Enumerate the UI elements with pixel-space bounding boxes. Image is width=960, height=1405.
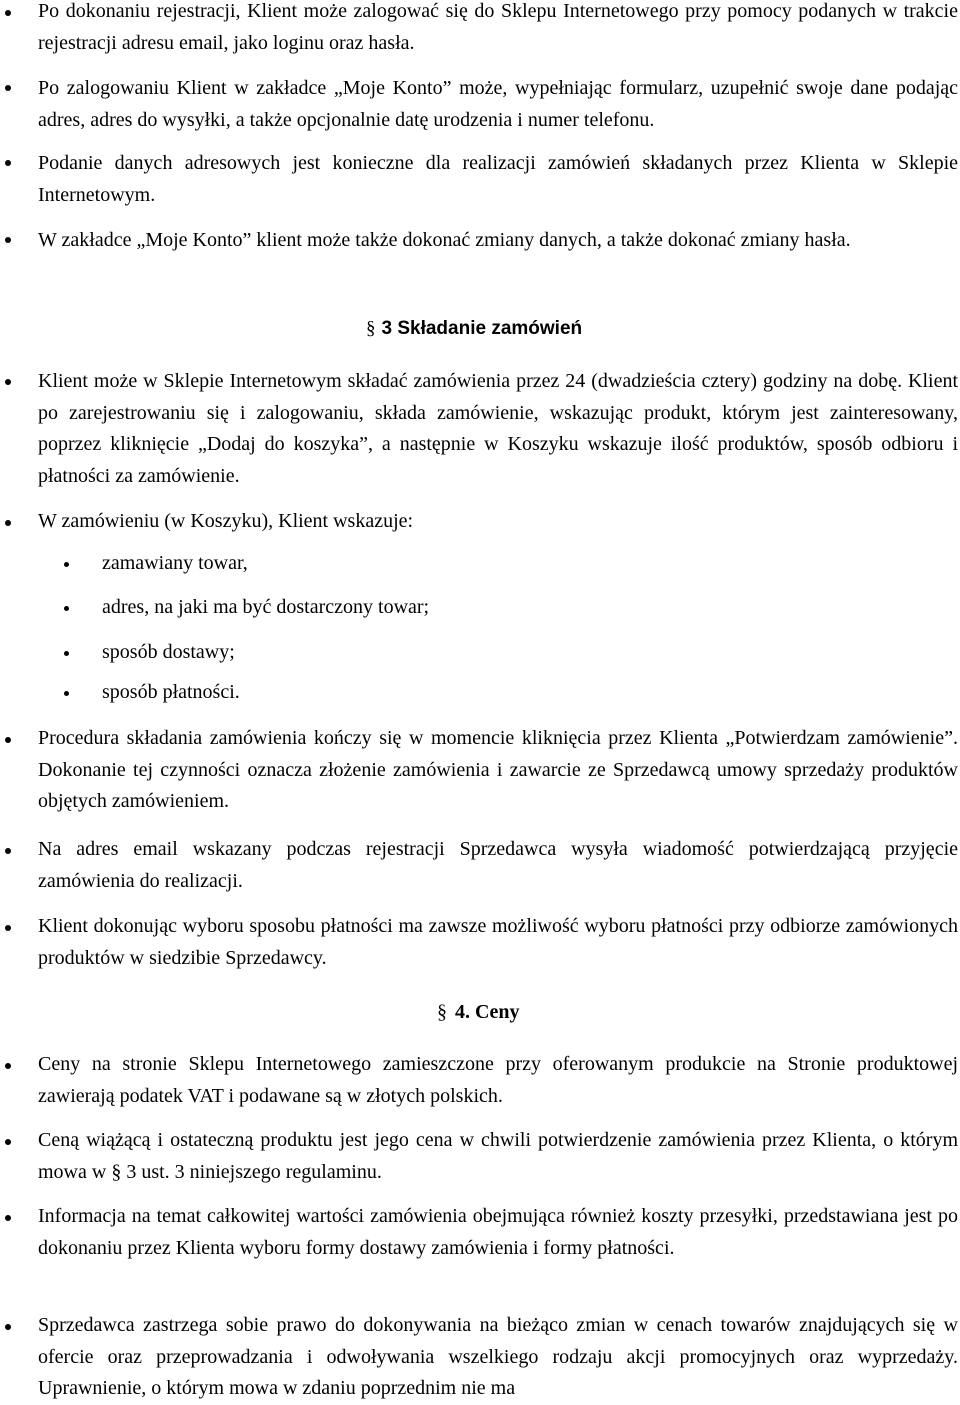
bullet-icon [64, 562, 69, 567]
section-heading-4 [437, 1001, 737, 1024]
paragraph-text: Na adres email wskazany podczas rejestracji Sprzedawca wysyła wiadomość potwierdzającą przyjęcie zamówienia do realizacji. [38, 838, 958, 892]
bullet-icon [5, 237, 11, 243]
paragraph-text: Podanie danych adresowych jest konieczne dla realizacji zamówień składanych przez Klienta w Sklepie Internetowym. [38, 152, 958, 206]
section-heading-text: 3 Składanie zamówień [381, 318, 583, 339]
bullet-icon [64, 691, 69, 696]
bullet-icon [5, 848, 11, 854]
bullet-icon [5, 10, 11, 16]
list-item-text: sposób płatności. [102, 681, 240, 703]
section-heading-text: 4. Ceny [455, 1001, 520, 1023]
section-heading-3 [366, 318, 766, 340]
bullet-icon [5, 160, 11, 166]
paragraph-text: Procedura składania zamówienia kończy się w momencie kliknięcia przez Klienta „Potwierdzam zamówienie”. Dokonanie tej czynności oznacza złożenie zamówienia i zawarcie ze Sprzedawcą umowy sprzedaży produktów objętych zamówieniem. [38, 727, 958, 812]
paragraph-text: W zamówieniu (w Koszyku), Klient wskazuje: [38, 510, 414, 532]
section-symbol: § [366, 318, 376, 339]
list-item-text: adres, na jaki ma być dostarczony towar; [102, 596, 430, 618]
list-item-text: sposób dostawy; [102, 641, 235, 663]
bullet-icon [5, 1324, 11, 1330]
bullet-icon [5, 925, 11, 931]
paragraph-text: Informacja na temat całkowitej wartości zamówienia obejmująca również koszty przesyłki, przedstawiana jest po dokonaniu przez Klienta wyboru formy dostawy zamówienia i formy płatności. [38, 1205, 958, 1259]
paragraph-text: Po zalogowaniu Klient w zakładce „Moje Konto” może, wypełniając formularz, uzupełnić swoje dane podając adres, adres do wysyłki, a także opcjonalnie datę urodzenia i numer telefonu. [38, 77, 958, 131]
bullet-icon [5, 1139, 11, 1145]
paragraph-text: Sprzedawca zastrzega sobie prawo do dokonywania na bieżąco zmian w cenach towarów znajdujących się w ofercie oraz przeprowadzania i odwoływania wszelkiego rodzaju akcji promocyjnych oraz wyprzedaży. Uprawnienie, o którym mowa w zdaniu poprzednim nie ma [38, 1314, 958, 1399]
section-symbol: § [437, 1001, 447, 1023]
bullet-icon [5, 737, 11, 743]
bullet-icon [5, 379, 11, 385]
bullet-icon [5, 1215, 11, 1221]
paragraph-text: Po dokonaniu rejestracji, Klient może zalogować się do Sklepu Internetowego przy pomocy podanych w trakcie rejestracji adresu email, jako loginu oraz hasła. [38, 0, 958, 54]
paragraph-text: Ceny na stronie Sklepu Internetowego zamieszczone przy oferowanym produkcie na Stronie produktowej zawierają podatek VAT i podawane są w złotych polskich. [38, 1053, 958, 1107]
paragraph-text: Klient dokonując wyboru sposobu płatności ma zawsze możliwość wyboru płatności przy odbiorze zamówionych produktów w siedzibie Sprzedawcy. [38, 915, 958, 969]
bullet-icon [5, 1063, 11, 1069]
bullet-icon [64, 651, 69, 656]
paragraph-text: Klient może w Sklepie Internetowym składać zamówienia przez 24 (dwadzieścia cztery) godziny na dobę. Klient po zarejestrowaniu się i zalogowaniu, składa zamówienie, wskazując produkt, którym jest zainteresowany, poprzez kliknięcie „Dodaj do koszyka”, a następnie w Koszyku wskazuje ilość produktów, sposób odbioru i płatności za zamówienie. [38, 370, 958, 487]
paragraph-text: Ceną wiążącą i ostateczną produktu jest jego cena w chwili potwierdzenie zamówienia przez Klienta, o którym mowa w § 3 ust. 3 niniejszego regulaminu. [38, 1129, 958, 1183]
bullet-icon [5, 85, 11, 91]
paragraph-text: W zakładce „Moje Konto” klient może także dokonać zmiany danych, a także dokonać zmiany hasła. [38, 229, 851, 251]
bullet-icon [64, 606, 69, 611]
list-item-text: zamawiany towar, [102, 552, 248, 574]
bullet-icon [5, 520, 11, 526]
